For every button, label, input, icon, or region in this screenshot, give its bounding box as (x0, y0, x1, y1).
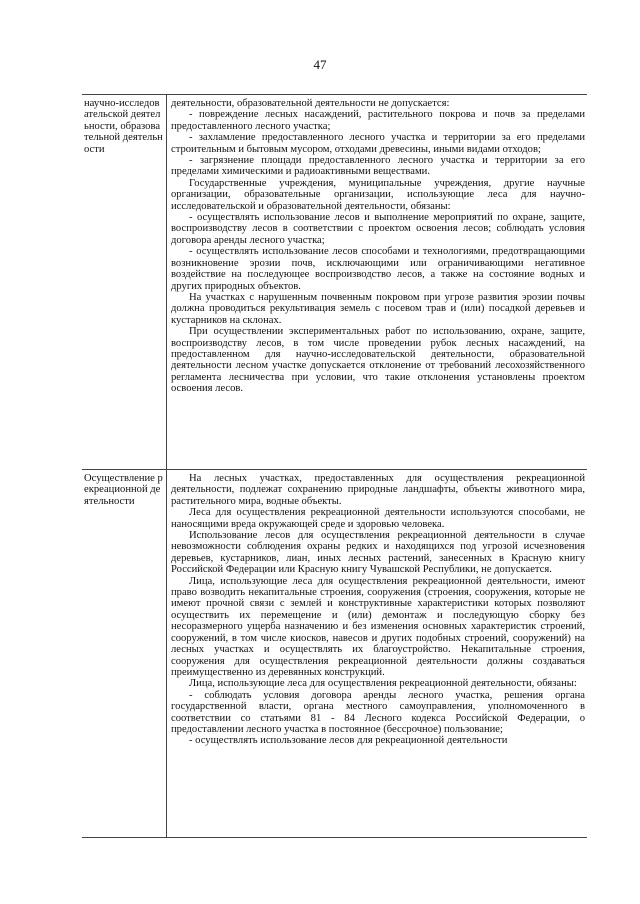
paragraph: На лесных участках, предоставленных для осуществления рекреационной деятельности, подлежат сохранению природные ландшафты, объекты животного мира, растительного мира, водные объекты. (171, 473, 585, 507)
paragraph: Лица, использующие леса для осуществления рекреационной деятельности, обязаны: (189, 678, 577, 690)
paragraph: На участках с нарушенным почвенным покровом при угрозе развития эрозии почвы должна проводиться рекультивация земель с посевом трав и (или) посадкой деревьев и кустарников на склонах. (171, 291, 585, 326)
paragraph: Государственные учреждения, муниципальные учреждения, другие научные организации, образовательные организации, использующие леса для научно-исследовательской и образовательной деятельности, обязаны: (171, 177, 585, 212)
paragraph: При осуществлении экспериментальных работ по использованию, охране, защите, воспроизводству лесов, в том числе проведении рубок лесных насаждений, на предоставленном для научно-исследовательской деятельности, образовательной деятельности лесном участке допускается отклонение от требований лесохозяйственного регламента лесничества при условии, что такие отклонения установлены проектом освоения лесов. (171, 326, 585, 395)
paragraph: Лица, использующие леса для осуществления рекреационной деятельности, имеют право возводить некапитальные строения, сооружения (строения, сооружения, которые не имеют прочной связи с землей и конструктивные характеристики которых позволяют осуществить их перемещение и (или) демонтаж и последующую сборку без несоразмерного ущерба назначению и без изменения основных характеристик строений, сооружений, в том числе киосков, навесов и других подобных строений, сооружений) на лесных участках и осуществлять их благоустройство. Некапитальные строения, сооружения для осуществления рекреационной деятельности должны создаваться преимущественно из деревянных конструкций. (171, 575, 585, 678)
table-row (82, 470, 587, 838)
regulation-table (82, 94, 587, 838)
requirements-cell (167, 470, 588, 838)
page-number: 47 (313, 57, 327, 72)
paragraph: - загрязнение площади предоставленного лесного участка и территории за его пределами химическими и радиоактивными веществами. (171, 155, 585, 178)
paragraph: деятельности, образовательной деятельности не допускается: (171, 98, 450, 109)
activity-type-cell: научно-исследовательской деятельности, образовательной деятельности (82, 95, 167, 470)
paragraph: - соблюдать условия договора аренды лесного участка, решения органа государственной власти, органа местного самоуправления, уполномоченного в соответствии со статьями 81 - 84 Лесного кодекса Российской Федерации, о предоставлении лесного участка в постоянное (бессрочное) пользование; (171, 689, 585, 735)
paragraph: - осуществлять использование лесов и выполнение мероприятий по охране, защите, воспроизводству лесов в соответствии с проектом освоения лесов; соблюдать условия договора аренды лесного участка; (171, 212, 585, 246)
paragraph: - захламление предоставленного лесного участка и территории за его пределами строительным и бытовым мусором, отходами древесины, иными видами отходов; (171, 132, 585, 155)
paragraph: - осуществлять использование лесов способами и технологиями, предотвращающими возникновение эрозии почв, исключающими или ограничивающими негативное воздействие на последующее воспроизводство лесов, а также на состояние водных и других природных объектов. (171, 246, 585, 292)
paragraph: Леса для осуществления рекреационной деятельности используются способами, не наносящими вреда окружающей среде и здоровью человека. (171, 507, 585, 530)
paragraph: - осуществлять использование лесов для рекреационной деятельности (189, 735, 508, 747)
activity-type-cell: Осуществление рекреационной деятельности (82, 470, 167, 838)
paragraph: - повреждение лесных насаждений, растительного покрова и почв за пределами предоставленного лесного участка; (171, 109, 585, 132)
table-row (82, 95, 587, 470)
requirements-cell (167, 95, 588, 470)
paragraph: Использование лесов для осуществления рекреационной деятельности в случае невозможности соблюдения охраны редких и находящихся под угрозой исчезновения деревьев, кустарников, лиан, иных лесных растений, занесенных в Красную книгу Российской Федерации или Красную книгу Чувашской Республики, не допускается. (171, 530, 585, 576)
